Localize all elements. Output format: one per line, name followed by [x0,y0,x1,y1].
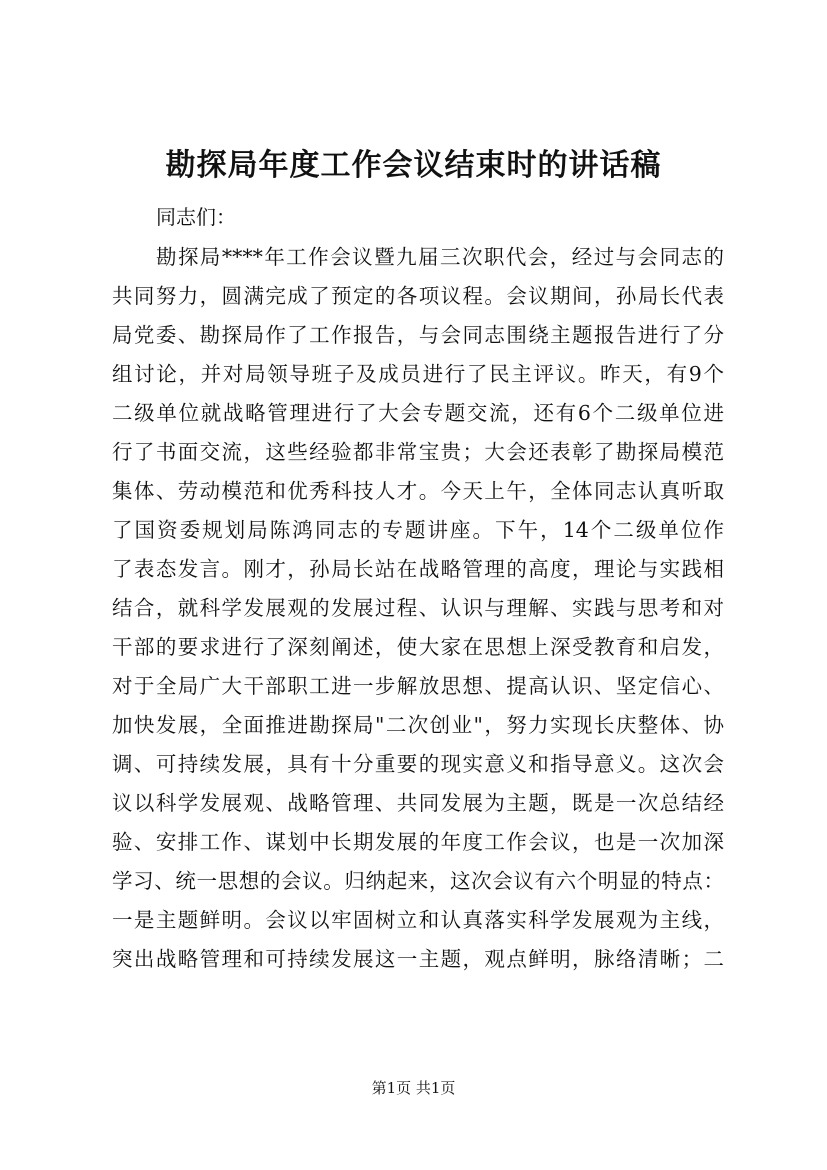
body-line: 学习、统一思想的会议。归纳起来，这次会议有六个明显的特点： [112,869,724,893]
body-line: 一是主题鲜明。会议以牢固树立和认真落实科学发展观为主线， [112,908,724,932]
body-line: 了表态发言。刚才，孙局长站在战略管理的高度，理论与实践相 [112,557,724,581]
document-title: 勘探局年度工作会议结束时的讲话稿 [165,148,662,183]
body-line: 共同努力，圆满完成了预定的各项议程。会议期间，孙局长代表 [112,284,724,308]
body-line: 突出战略管理和可持续发展这一主题，观点鲜明，脉络清晰；二 [112,947,724,971]
body-line: 加快发展，全面推进勘探局"二次创业"，努力实现长庆整体、协 [112,713,724,737]
salutation: 同志们： [156,205,236,229]
body-line: 二级单位就战略管理进行了大会专题交流，还有6个二级单位进 [112,401,724,425]
body-line: 干部的要求进行了深刻阐述，使大家在思想上深受教育和启发， [112,635,724,659]
body-line: 调、可持续发展，具有十分重要的现实意义和指导意义。这次会 [112,752,724,776]
body-line: 局党委、勘探局作了工作报告，与会同志围绕主题报告进行了分 [112,323,724,347]
document-body [112,238,724,979]
body-line: 结合，就科学发展观的发展过程、认识与理解、实践与思考和对 [112,596,724,620]
body-line: 对于全局广大干部职工进一步解放思想、提高认识、坚定信心、 [112,674,724,698]
body-line: 议以科学发展观、战略管理、共同发展为主题，既是一次总结经 [112,791,724,815]
body-line: 了国资委规划局陈鸿同志的专题讲座。下午，14个二级单位作 [112,518,724,542]
body-line: 组讨论，并对局领导班子及成员进行了民主评议。昨天，有9个 [112,362,724,386]
body-line: 集体、劳动模范和优秀科技人才。今天上午，全体同志认真听取 [112,479,724,503]
body-line: 勘探局****年工作会议暨九届三次职代会，经过与会同志的 [156,245,724,269]
body-line: 验、安排工作、谋划中长期发展的年度工作会议，也是一次加深 [112,830,724,854]
body-line: 行了书面交流，这些经验都非常宝贵；大会还表彰了勘探局模范 [112,440,724,464]
page-footer: 第1页 共1页 [371,1079,456,1097]
